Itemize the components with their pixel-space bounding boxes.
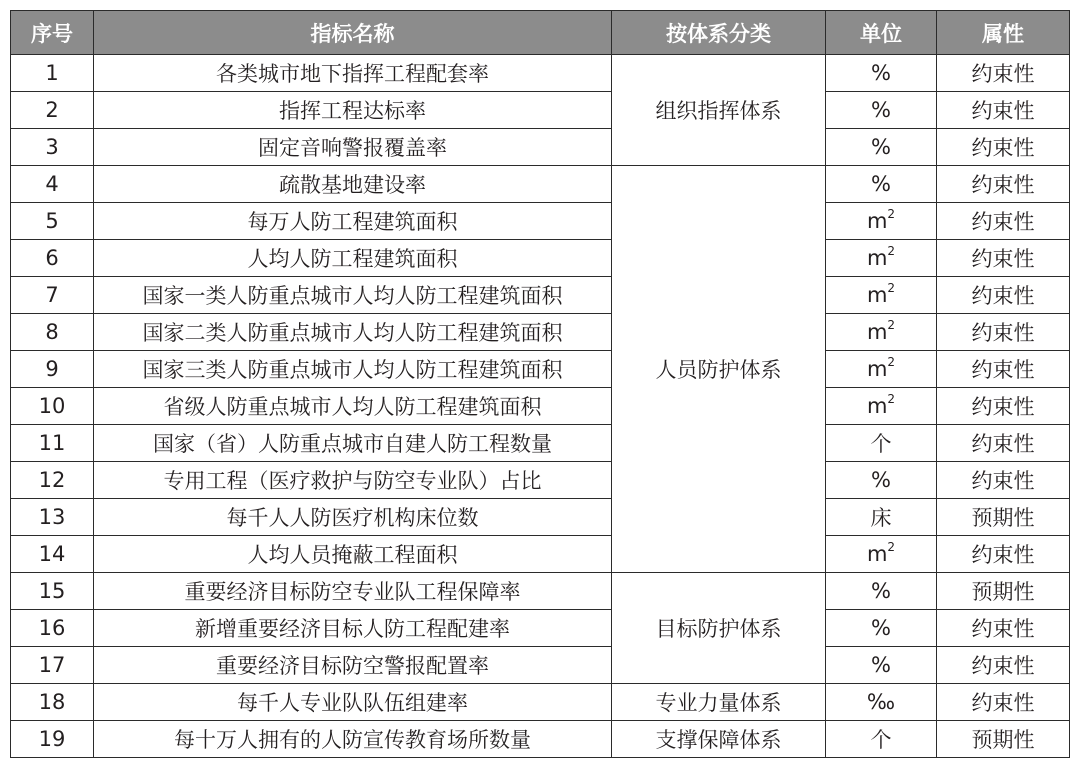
attribute: 约束性 xyxy=(937,166,1070,203)
indicator-name: 指挥工程达标率 xyxy=(94,92,612,129)
indicator-name: 省级人防重点城市人均人防工程建筑面积 xyxy=(94,388,612,425)
unit-cell xyxy=(826,166,937,203)
table-row xyxy=(11,277,1070,314)
indicator-name: 每万人防工程建筑面积 xyxy=(94,203,612,240)
attribute: 约束性 xyxy=(937,277,1070,314)
unit-value: % xyxy=(871,172,891,196)
indicator-name: 疏散基地建设率 xyxy=(94,166,612,203)
attribute: 约束性 xyxy=(937,388,1070,425)
unit-value: m xyxy=(866,209,888,233)
unit-cell xyxy=(826,314,937,351)
table-row xyxy=(11,92,1070,129)
table-row xyxy=(11,462,1070,499)
unit-cell xyxy=(826,610,937,647)
unit-cell xyxy=(826,129,937,166)
indicator-table xyxy=(10,10,1070,758)
system-category: 专业力量体系 xyxy=(612,684,826,721)
indicator-name: 人均人防工程建筑面积 xyxy=(94,240,612,277)
unit-value: m xyxy=(866,283,888,307)
row-index: 7 xyxy=(11,277,94,314)
table-row xyxy=(11,351,1070,388)
table-row xyxy=(11,647,1070,684)
unit-value: 床 xyxy=(870,506,892,530)
table-row xyxy=(11,425,1070,462)
unit-cell xyxy=(826,721,937,758)
indicator-name: 国家（省）人防重点城市自建人防工程数量 xyxy=(94,425,612,462)
table-row xyxy=(11,499,1070,536)
unit-cell xyxy=(826,55,937,92)
header-indicator-name: 指标名称 xyxy=(94,11,612,55)
unit-cell xyxy=(826,425,937,462)
unit-cell xyxy=(826,351,937,388)
attribute: 约束性 xyxy=(937,647,1070,684)
unit-cell xyxy=(826,647,937,684)
row-index: 18 xyxy=(11,684,94,721)
system-category: 人员防护体系 xyxy=(612,166,826,573)
unit-cell xyxy=(826,240,937,277)
unit-value: % xyxy=(871,61,891,85)
attribute: 约束性 xyxy=(937,203,1070,240)
row-index: 14 xyxy=(11,536,94,573)
attribute: 约束性 xyxy=(937,462,1070,499)
unit-cell xyxy=(826,92,937,129)
table-row xyxy=(11,166,1070,203)
indicator-name: 专用工程（医疗救护与防空专业队）占比 xyxy=(94,462,612,499)
table-row xyxy=(11,573,1070,610)
attribute: 约束性 xyxy=(937,92,1070,129)
row-index: 12 xyxy=(11,462,94,499)
row-index: 6 xyxy=(11,240,94,277)
table-row xyxy=(11,536,1070,573)
indicator-name: 国家二类人防重点城市人均人防工程建筑面积 xyxy=(94,314,612,351)
attribute: 约束性 xyxy=(937,351,1070,388)
indicator-name: 每千人人防医疗机构床位数 xyxy=(94,499,612,536)
unit-value: % xyxy=(871,98,891,122)
unit-exponent: 2 xyxy=(887,540,896,554)
indicator-name: 每十万人拥有的人防宣传教育场所数量 xyxy=(94,721,612,758)
table-row xyxy=(11,129,1070,166)
row-index: 3 xyxy=(11,129,94,166)
row-index: 15 xyxy=(11,573,94,610)
row-index: 13 xyxy=(11,499,94,536)
attribute: 约束性 xyxy=(937,314,1070,351)
unit-value: % xyxy=(871,653,891,677)
unit-value: m xyxy=(866,542,888,566)
unit-cell xyxy=(826,573,937,610)
row-index: 10 xyxy=(11,388,94,425)
unit-exponent: 2 xyxy=(887,318,896,332)
attribute: 约束性 xyxy=(937,610,1070,647)
row-index: 11 xyxy=(11,425,94,462)
indicator-name: 每千人专业队队伍组建率 xyxy=(94,684,612,721)
system-category: 目标防护体系 xyxy=(612,573,826,684)
indicator-name: 重要经济目标防空警报配置率 xyxy=(94,647,612,684)
indicator-name: 国家一类人防重点城市人均人防工程建筑面积 xyxy=(94,277,612,314)
unit-exponent: 2 xyxy=(887,281,896,295)
row-index: 19 xyxy=(11,721,94,758)
table-header-row xyxy=(11,11,1070,55)
unit-cell xyxy=(826,684,937,721)
attribute: 约束性 xyxy=(937,684,1070,721)
table-row xyxy=(11,721,1070,758)
unit-value: ‰ xyxy=(866,690,896,714)
unit-exponent: 2 xyxy=(887,207,896,221)
attribute: 约束性 xyxy=(937,536,1070,573)
attribute: 约束性 xyxy=(937,240,1070,277)
unit-value: % xyxy=(871,616,891,640)
indicator-name: 新增重要经济目标人防工程配建率 xyxy=(94,610,612,647)
row-index: 2 xyxy=(11,92,94,129)
unit-exponent: 2 xyxy=(887,355,896,369)
unit-value: 个 xyxy=(870,432,892,456)
row-index: 8 xyxy=(11,314,94,351)
unit-cell xyxy=(826,277,937,314)
unit-exponent: 2 xyxy=(887,244,896,258)
header-attribute: 属性 xyxy=(937,11,1070,55)
unit-cell xyxy=(826,536,937,573)
indicator-name: 各类城市地下指挥工程配套率 xyxy=(94,55,612,92)
table-row xyxy=(11,55,1070,92)
row-index: 1 xyxy=(11,55,94,92)
table-row xyxy=(11,610,1070,647)
indicator-name: 国家三类人防重点城市人均人防工程建筑面积 xyxy=(94,351,612,388)
unit-cell xyxy=(826,203,937,240)
unit-value: % xyxy=(871,135,891,159)
header-unit: 单位 xyxy=(826,11,937,55)
row-index: 17 xyxy=(11,647,94,684)
header-system-category: 按体系分类 xyxy=(612,11,826,55)
table-row xyxy=(11,388,1070,425)
unit-exponent: 2 xyxy=(887,392,896,406)
table-row xyxy=(11,240,1070,277)
attribute: 预期性 xyxy=(937,573,1070,610)
unit-cell xyxy=(826,388,937,425)
table-row xyxy=(11,314,1070,351)
row-index: 9 xyxy=(11,351,94,388)
attribute: 预期性 xyxy=(937,721,1070,758)
indicator-name: 重要经济目标防空专业队工程保障率 xyxy=(94,573,612,610)
attribute: 约束性 xyxy=(937,129,1070,166)
system-category: 组织指挥体系 xyxy=(612,55,826,166)
unit-cell xyxy=(826,462,937,499)
unit-value: m xyxy=(866,357,888,381)
attribute: 约束性 xyxy=(937,425,1070,462)
table-row xyxy=(11,203,1070,240)
row-index: 16 xyxy=(11,610,94,647)
attribute: 预期性 xyxy=(937,499,1070,536)
table-body xyxy=(11,55,1070,758)
header-index: 序号 xyxy=(11,11,94,55)
unit-value: 个 xyxy=(870,728,892,752)
indicator-name: 人均人员掩蔽工程面积 xyxy=(94,536,612,573)
unit-value: % xyxy=(871,468,891,492)
row-index: 4 xyxy=(11,166,94,203)
unit-value: m xyxy=(866,320,888,344)
table-row xyxy=(11,684,1070,721)
indicator-name: 固定音响警报覆盖率 xyxy=(94,129,612,166)
unit-value: m xyxy=(866,394,888,418)
row-index: 5 xyxy=(11,203,94,240)
unit-value: m xyxy=(866,246,888,270)
system-category: 支撑保障体系 xyxy=(612,721,826,758)
unit-value: % xyxy=(871,579,891,603)
unit-cell xyxy=(826,499,937,536)
attribute: 约束性 xyxy=(937,55,1070,92)
